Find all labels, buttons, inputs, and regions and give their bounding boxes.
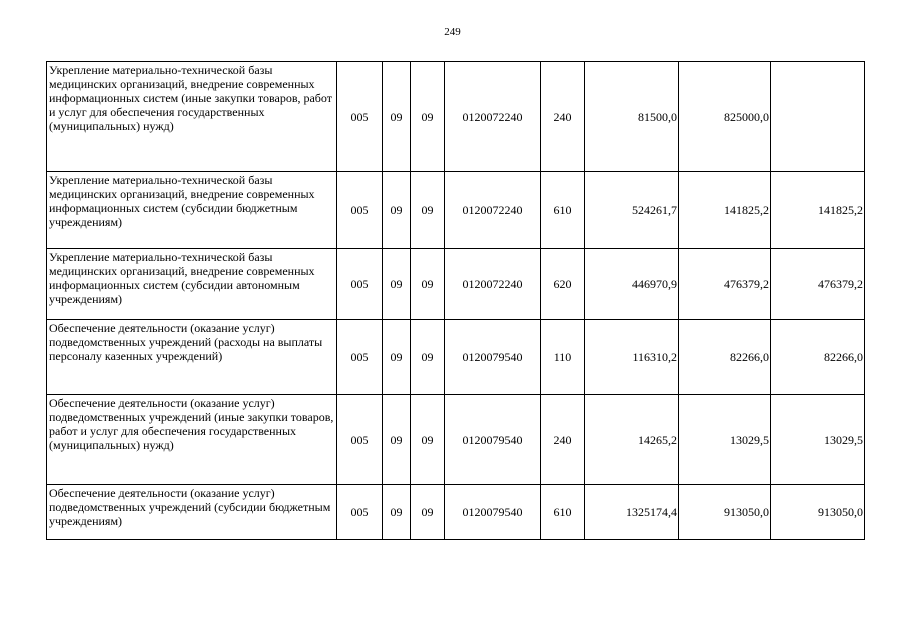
expense-type-code: 610 bbox=[541, 485, 585, 540]
ved-code: 005 bbox=[337, 485, 383, 540]
amount-2: 141825,2 bbox=[679, 172, 771, 249]
expense-type-code: 610 bbox=[541, 172, 585, 249]
table-row bbox=[47, 249, 865, 320]
target-article-code: 0120079540 bbox=[445, 320, 541, 395]
row-name: Укрепление материально-технической базы медицинских организаций, внедрение современных информационных систем (субсидии бюджетным учреждениям) bbox=[47, 172, 337, 249]
section-code: 09 bbox=[383, 320, 411, 395]
amount-1: 14265,2 bbox=[585, 395, 679, 485]
table-row bbox=[47, 485, 865, 540]
subsection-code: 09 bbox=[411, 485, 445, 540]
amount-2: 476379,2 bbox=[679, 249, 771, 320]
section-code: 09 bbox=[383, 62, 411, 172]
section-code: 09 bbox=[383, 395, 411, 485]
expense-type-code: 110 bbox=[541, 320, 585, 395]
row-name: Обеспечение деятельности (оказание услуг) подведомственных учреждений (субсидии бюджетным учреждениям) bbox=[47, 485, 337, 540]
expense-type-code: 620 bbox=[541, 249, 585, 320]
amount-3: 141825,2 bbox=[771, 172, 865, 249]
budget-table bbox=[46, 61, 865, 540]
row-name: Обеспечение деятельности (оказание услуг) подведомственных учреждений (иные закупки товаров, работ и услуг для обеспечения государственных (муниципальных) нужд) bbox=[47, 395, 337, 485]
ved-code: 005 bbox=[337, 62, 383, 172]
amount-3: 13029,5 bbox=[771, 395, 865, 485]
amount-2: 825000,0 bbox=[679, 62, 771, 172]
subsection-code: 09 bbox=[411, 62, 445, 172]
amount-1: 1325174,4 bbox=[585, 485, 679, 540]
expense-type-code: 240 bbox=[541, 395, 585, 485]
row-name: Обеспечение деятельности (оказание услуг) подведомственных учреждений (расходы на выплаты персоналу казенных учреждений) bbox=[47, 320, 337, 395]
ved-code: 005 bbox=[337, 320, 383, 395]
table-row bbox=[47, 395, 865, 485]
row-name: Укрепление материально-технической базы медицинских организаций, внедрение современных информационных систем (иные закупки товаров, работ и услуг для обеспечения государственных (муниципальных) нужд) bbox=[47, 62, 337, 172]
target-article-code: 0120072240 bbox=[445, 62, 541, 172]
amount-3: 913050,0 bbox=[771, 485, 865, 540]
subsection-code: 09 bbox=[411, 249, 445, 320]
amount-2: 913050,0 bbox=[679, 485, 771, 540]
ved-code: 005 bbox=[337, 172, 383, 249]
amount-1: 524261,7 bbox=[585, 172, 679, 249]
subsection-code: 09 bbox=[411, 172, 445, 249]
amount-1: 116310,2 bbox=[585, 320, 679, 395]
table-row bbox=[47, 172, 865, 249]
target-article-code: 0120072240 bbox=[445, 249, 541, 320]
amount-3: 82266,0 bbox=[771, 320, 865, 395]
expense-type-code: 240 bbox=[541, 62, 585, 172]
target-article-code: 0120072240 bbox=[445, 172, 541, 249]
ved-code: 005 bbox=[337, 395, 383, 485]
amount-1: 446970,9 bbox=[585, 249, 679, 320]
subsection-code: 09 bbox=[411, 395, 445, 485]
amount-2: 82266,0 bbox=[679, 320, 771, 395]
table-row bbox=[47, 320, 865, 395]
page-number: 249 bbox=[444, 26, 461, 38]
section-code: 09 bbox=[383, 249, 411, 320]
amount-1: 81500,0 bbox=[585, 62, 679, 172]
section-code: 09 bbox=[383, 172, 411, 249]
amount-3 bbox=[771, 62, 865, 172]
table-row bbox=[47, 62, 865, 172]
amount-3: 476379,2 bbox=[771, 249, 865, 320]
row-name: Укрепление материально-технической базы медицинских организаций, внедрение современных информационных систем (субсидии автономным учреждениям) bbox=[47, 249, 337, 320]
ved-code: 005 bbox=[337, 249, 383, 320]
subsection-code: 09 bbox=[411, 320, 445, 395]
target-article-code: 0120079540 bbox=[445, 485, 541, 540]
section-code: 09 bbox=[383, 485, 411, 540]
target-article-code: 0120079540 bbox=[445, 395, 541, 485]
amount-2: 13029,5 bbox=[679, 395, 771, 485]
